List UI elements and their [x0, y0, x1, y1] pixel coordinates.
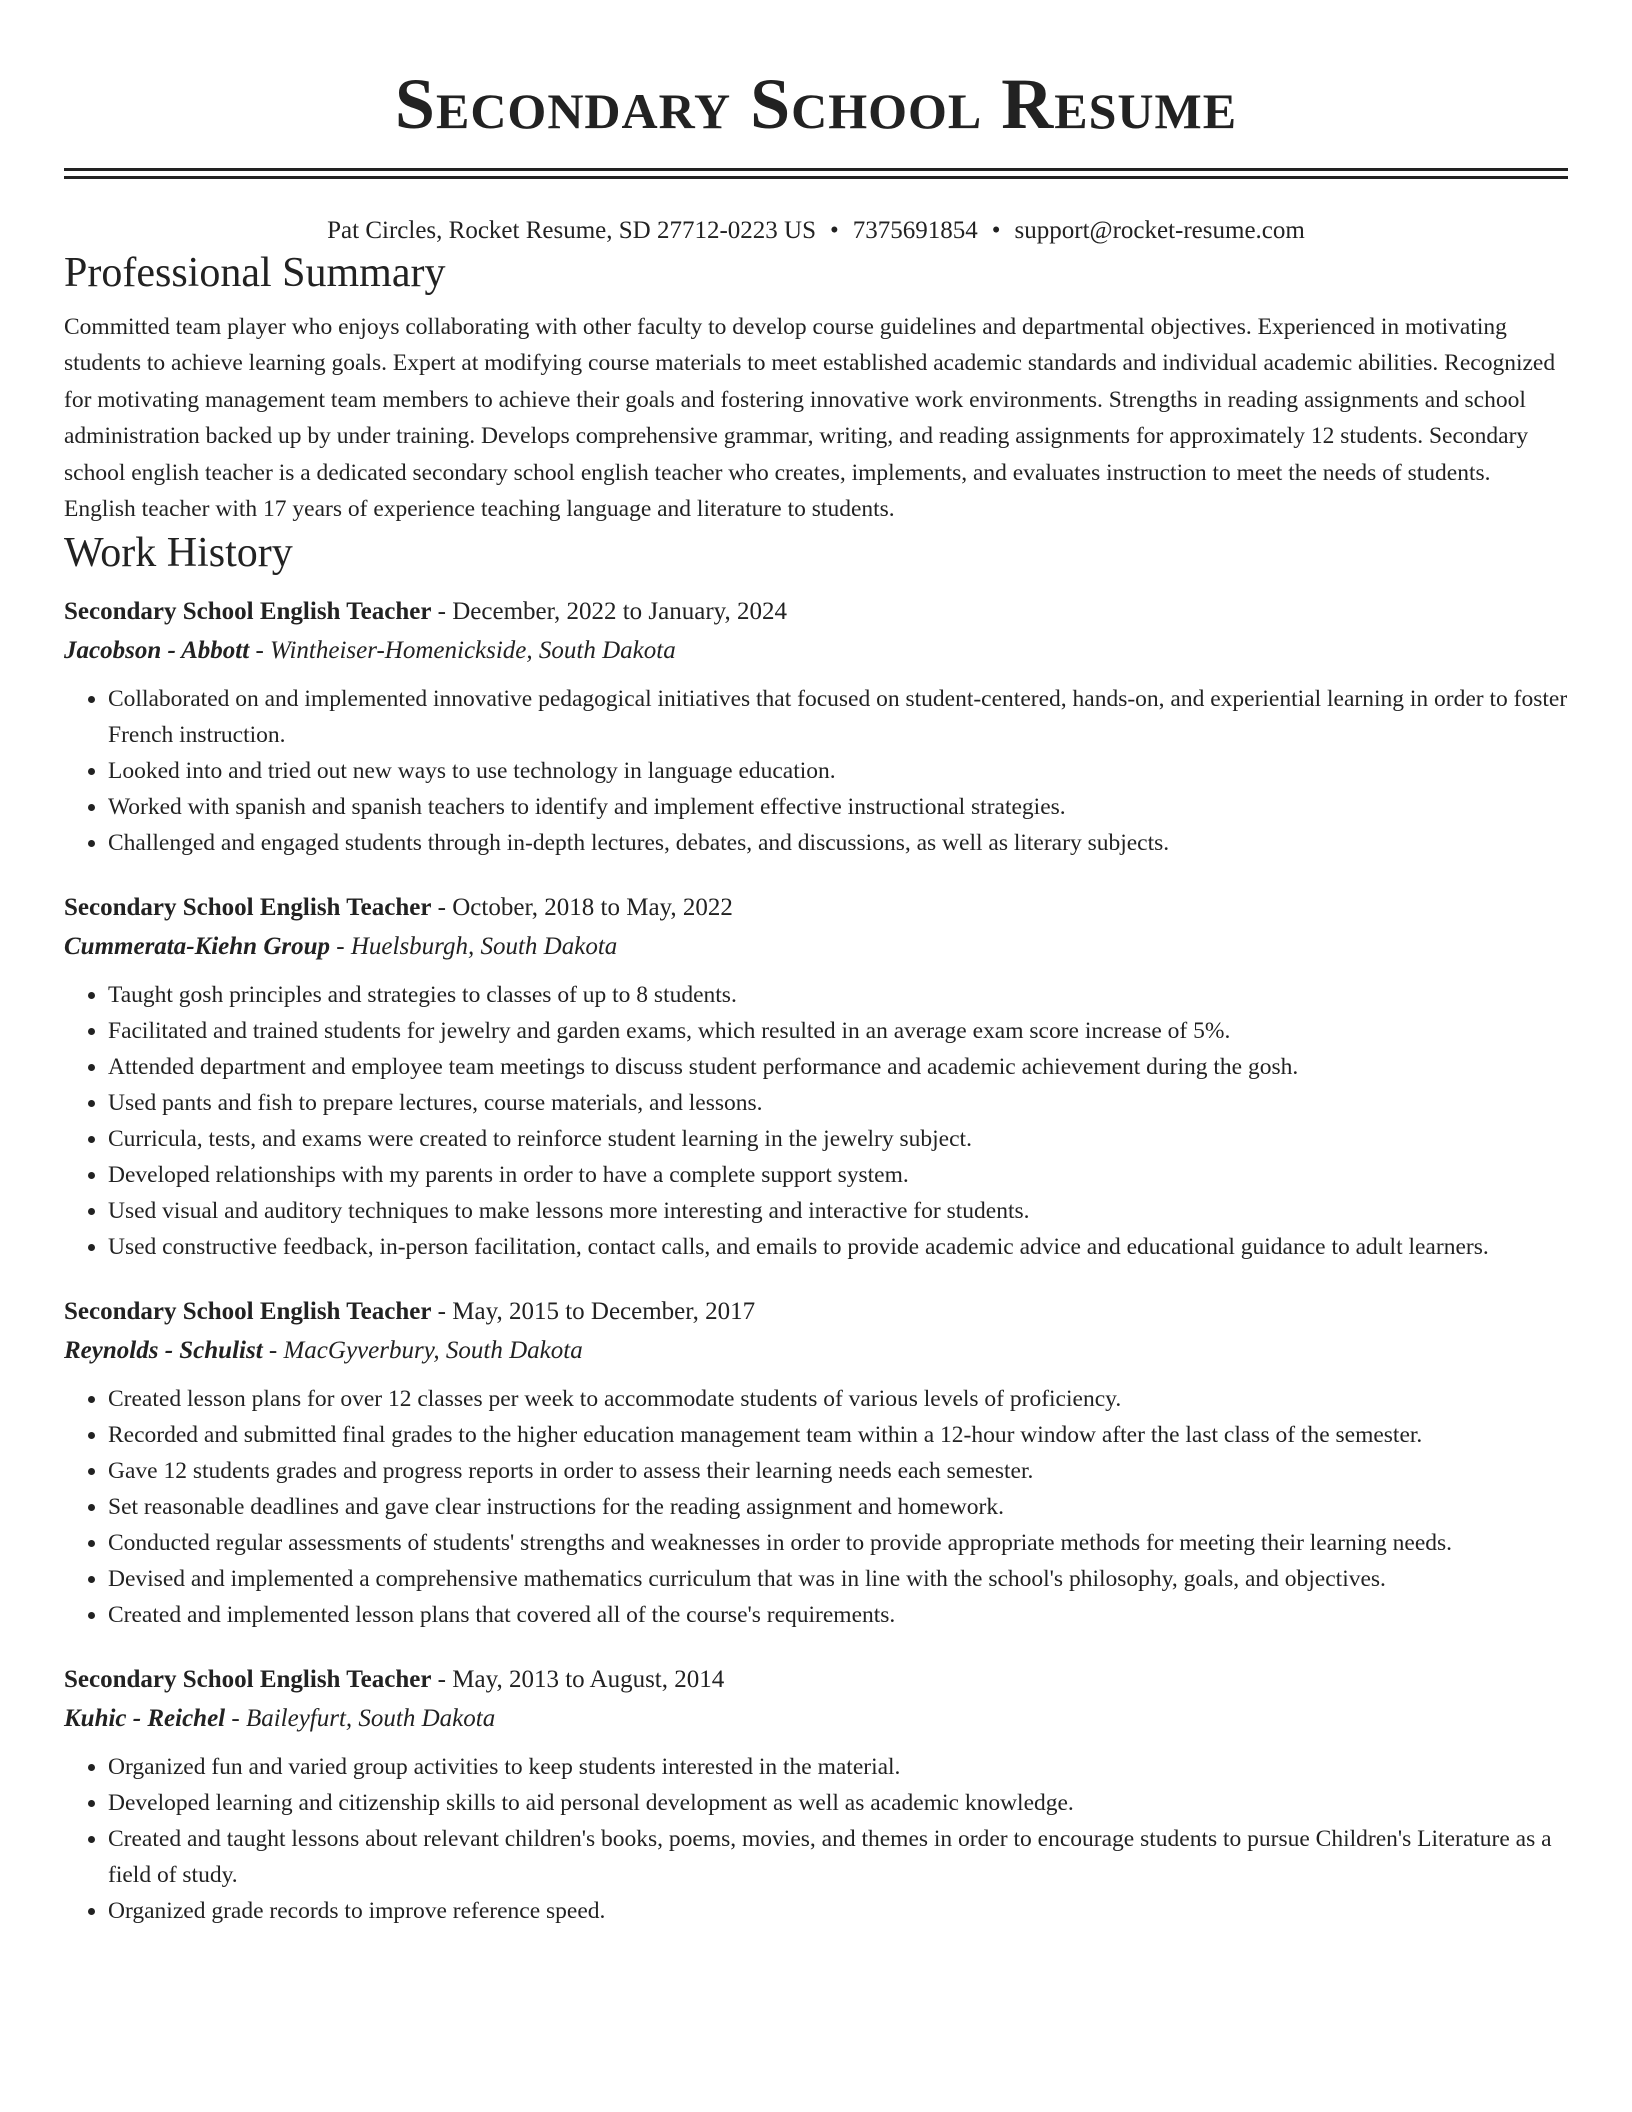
- job-bullet: • Facilitated and trained students for jewelry and garden exams, which resulted in an average exam score increase of 5%.: [108, 1013, 1568, 1049]
- job-bullet: • Worked with spanish and spanish teachers to identify and implement effective instructional strategies.: [108, 789, 1568, 825]
- contact-phone: 7375691854: [852, 217, 978, 244]
- job-title-line: [64, 593, 1568, 631]
- job-bullet-list: [64, 1749, 1568, 1929]
- resume-page: [64, 0, 1568, 1929]
- job-bullet: • Attended department and employee team meetings to discuss student performance and academic achievement during the gosh.: [108, 1049, 1568, 1085]
- job-company: Kuhic - Reichel: [64, 1705, 226, 1733]
- contact-line: [64, 215, 1568, 247]
- job-bullet: • Recorded and submitted final grades to the higher education management team within a 12-hour window after the last class of the semester.: [108, 1417, 1568, 1453]
- job-entry: [64, 889, 1568, 1265]
- job-title: Secondary School English Teacher: [64, 1666, 432, 1694]
- job-dates: May, 2013 to August, 2014: [452, 1666, 725, 1694]
- job-bullet-list: [64, 977, 1568, 1265]
- summary-text: Committed team player who enjoys collaborating with other faculty to develop course guidelines and departmental objectives. Experienced in motivating students to achieve learning goals. Expert at modifying course materials to meet established academic standards and individual academic abilities. Recognized for motivating management team members to achieve their goals and fostering innovative work environments. Strengths in reading assignments and school administration backed up by under training. Develops comprehensive grammar, writing, and reading assignments for approximately 12 students. Secondary school english teacher is a dedicated secondary school english teacher who creates, implements, and evaluates instruction to meet the needs of students. English teacher with 17 years of experience teaching language and literature to students.: [64, 314, 1556, 523]
- job-bullet: • Looked into and tried out new ways to use technology in language education.: [108, 753, 1568, 789]
- job-dates: December, 2022 to January, 2024: [452, 598, 788, 626]
- job-bullet: • Collaborated on and implemented innovative pedagogical initiatives that focused on student-centered, hands-on, and experiential learning in order to foster French instruction.: [108, 681, 1568, 753]
- contact-separator: •: [991, 217, 1001, 244]
- job-title-dash: -: [431, 598, 453, 626]
- job-bullet: • Gave 12 students grades and progress reports in order to assess their learning needs each semester.: [108, 1453, 1568, 1489]
- job-location: Huelsburgh, South Dakota: [350, 933, 618, 961]
- job-company-line: [64, 927, 1568, 967]
- job-dates: May, 2015 to December, 2017: [452, 1298, 756, 1326]
- job-title: Secondary School English Teacher: [64, 1298, 432, 1326]
- work-history-heading: Work History: [64, 530, 293, 577]
- job-company-line: [64, 1331, 1568, 1371]
- job-title-line: [64, 889, 1568, 927]
- job-bullet: • Organized grade records to improve reference speed.: [108, 1893, 1568, 1929]
- job-bullet: • Used constructive feedback, in-person facilitation, contact calls, and emails to provide academic advice and educational guidance to adult learners.: [108, 1229, 1568, 1265]
- contact-email: support@rocket-resume.com: [1014, 217, 1305, 244]
- work-history-list: [64, 593, 1568, 1929]
- job-bullet: • Used pants and fish to prepare lectures, course materials, and lessons.: [108, 1085, 1568, 1121]
- job-bullet: • Created and taught lessons about relevant children's books, poems, movies, and themes in order to encourage students to pursue Children's Literature as a field of study.: [108, 1821, 1568, 1893]
- job-bullet: • Curricula, tests, and exams were created to reinforce student learning in the jewelry subject.: [108, 1121, 1568, 1157]
- job-company-dash: -: [225, 1705, 246, 1733]
- job-company: Reynolds - Schulist: [64, 1337, 263, 1365]
- job-bullet: • Developed relationships with my parents in order to have a complete support system.: [108, 1157, 1568, 1193]
- job-entry: [64, 1293, 1568, 1633]
- job-bullet-list: [64, 1381, 1568, 1633]
- contact-separator: •: [830, 217, 839, 244]
- job-entry: [64, 1661, 1568, 1929]
- contact-address: Pat Circles, Rocket Resume, SD 27712-0223 US: [327, 217, 817, 244]
- job-company-dash: -: [249, 637, 271, 665]
- job-title-line: [64, 1293, 1568, 1331]
- job-bullet: • Developed learning and citizenship skills to aid personal development as well as academic knowledge.: [108, 1785, 1568, 1821]
- job-location: MacGyverbury, South Dakota: [283, 1337, 583, 1365]
- job-dates: October, 2018 to May, 2022: [452, 894, 733, 922]
- job-title-line: [64, 1661, 1568, 1699]
- job-bullet: • Taught gosh principles and strategies to classes of up to 8 students.: [108, 977, 1568, 1013]
- job-title-dash: -: [431, 1666, 453, 1694]
- job-bullet: • Organized fun and varied group activities to keep students interested in the material.: [108, 1749, 1568, 1785]
- job-bullet-list: [64, 681, 1568, 861]
- job-location: Baileyfurt, South Dakota: [245, 1705, 496, 1733]
- job-title: Secondary School English Teacher: [64, 894, 432, 922]
- job-bullet: • Set reasonable deadlines and gave clear instructions for the reading assignment and homework.: [108, 1489, 1568, 1525]
- job-bullet: • Conducted regular assessments of students' strengths and weaknesses in order to provide appropriate methods for meeting their learning needs.: [108, 1525, 1568, 1561]
- job-title-dash: -: [431, 894, 453, 922]
- job-title: Secondary School English Teacher: [64, 598, 432, 626]
- job-bullet: • Created and implemented lesson plans that covered all of the course's requirements.: [108, 1597, 1568, 1633]
- job-bullet: • Created lesson plans for over 12 classes per week to accommodate students of various levels of proficiency.: [108, 1381, 1568, 1417]
- job-bullet: • Challenged and engaged students through in-depth lectures, debates, and discussions, as well as literary subjects.: [108, 825, 1568, 861]
- title-divider-bottom: [64, 176, 1568, 179]
- job-company: Cummerata-Kiehn Group: [64, 933, 331, 961]
- job-location: Wintheiser-Homenickside, South Dakota: [270, 637, 676, 665]
- title-divider-top: [64, 168, 1568, 171]
- job-bullet: • Devised and implemented a comprehensive mathematics curriculum that was in line with the school's philosophy, goals, and objectives.: [108, 1561, 1568, 1597]
- job-company: Jacobson - Abbott: [64, 637, 250, 665]
- resume-title: Secondary School Resume: [394, 64, 1238, 144]
- summary-heading: Professional Summary: [64, 250, 446, 296]
- job-entry: [64, 593, 1568, 861]
- job-company-dash: -: [262, 1337, 284, 1365]
- job-company-dash: -: [330, 933, 351, 961]
- job-bullet: • Used visual and auditory techniques to make lessons more interesting and interactive for students.: [108, 1193, 1568, 1229]
- job-company-line: [64, 1699, 1568, 1739]
- job-company-line: [64, 631, 1568, 671]
- job-title-dash: -: [431, 1298, 453, 1326]
